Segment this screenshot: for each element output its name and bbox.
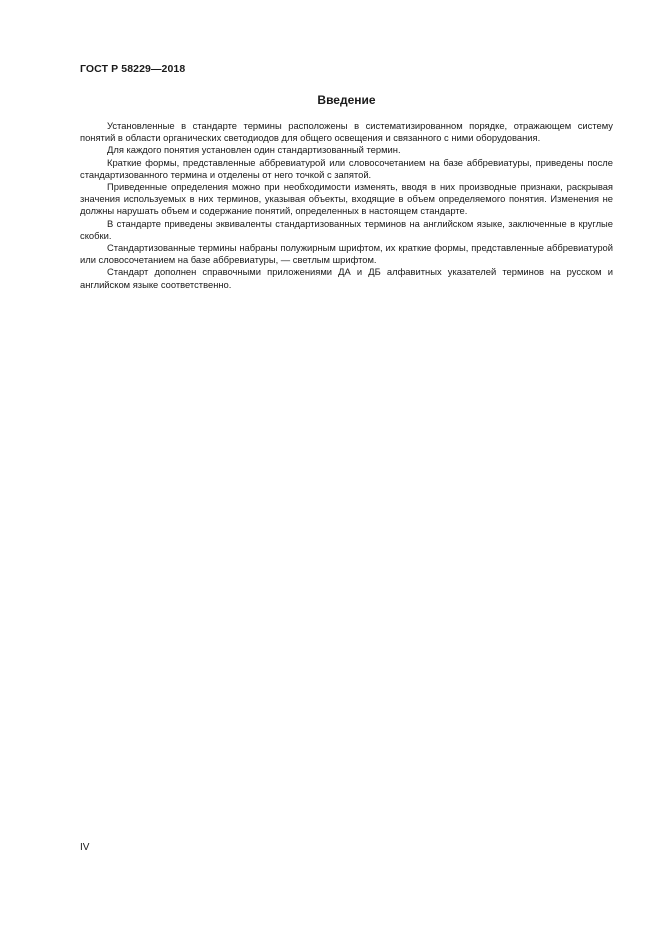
paragraph-7: Стандарт дополнен справочными приложениями ДА и ДБ алфавитных указателей терминов на русском и английском языке соответственно. — [80, 266, 613, 290]
paragraph-6: Стандартизованные термины набраны полужирным шрифтом, их краткие формы, представленные аббревиатурой или словосочетанием на базе аббревиатуры, — светлым шрифтом. — [80, 242, 613, 266]
introduction-body — [80, 120, 613, 291]
section-title: Введение — [317, 93, 376, 107]
document-code-header: ГОСТ Р 58229—2018 — [80, 63, 186, 75]
page-number: IV — [80, 842, 90, 853]
paragraph-5: В стандарте приведены эквиваленты стандартизованных терминов на английском языке, заключенные в круглые скобки. — [80, 217, 613, 241]
paragraph-3: Краткие формы, представленные аббревиатурой или словосочетанием на базе аббревиатуры, приведены после стандартизованного термина и отделены от него точкой с запятой. — [80, 156, 613, 180]
paragraph-2: Для каждого понятия установлен один стандартизованный термин. — [107, 144, 401, 156]
paragraph-1: Установленные в стандарте термины расположены в систематизированном порядке, отражающем систему понятий в области органических светодиодов для общего освещения и связанного с ними оборудования. — [80, 120, 613, 144]
paragraph-4: Приведенные определения можно при необходимости изменять, вводя в них производные признаки, раскрывая значения используемых в них терминов, указывая объекты, входящие в объем определяемого понятия. Изменения не должны нарушать объем и содержание понятий, определенных в настоящем стандарте. — [80, 181, 613, 217]
